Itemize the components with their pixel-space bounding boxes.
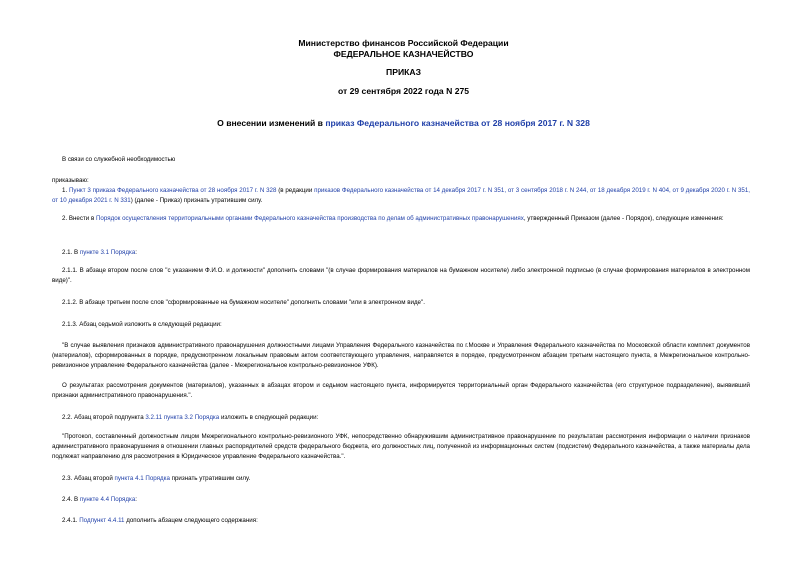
p24-link[interactable]: пункте 4.4 Порядка <box>79 496 136 503</box>
doc-type-heading: ПРИКАЗ <box>386 67 421 77</box>
p22-link[interactable]: 3.2.11 пункта 3.2 Порядка <box>145 414 220 421</box>
paragraph-2-1-3: 2.1.3. Абзац седьмой изложить в следующей редакции: <box>62 321 222 328</box>
p1-text1: (в редакции <box>276 187 315 194</box>
document-title <box>0 118 807 128</box>
order-paragraph: приказываю: <box>52 177 89 184</box>
paragraph-2-1 <box>52 248 750 258</box>
p2-text2: , утвержденный Приказом (далее - Порядок), следующие изменения: <box>523 215 724 222</box>
p22-text1: 2.2. Абзац второй подпункта <box>62 414 146 421</box>
paragraph-2-1-2: 2.1.2. В абзаце третьем после слов "сформированные на бумажном носителе" дополнить словами "или в электронном виде". <box>62 299 425 306</box>
intro-paragraph: В связи со служебной необходимостью <box>62 156 176 163</box>
p21-link[interactable]: пункте 3.1 Порядка <box>79 249 136 256</box>
title-link[interactable]: приказ Федерального казначейства от 28 ноября 2017 г. N 328 <box>325 118 590 128</box>
paragraph-2-1-1: 2.1.1. В абзаце втором после слов "с указанием Ф.И.О. и должности" дополнить словами "(в случае формирования материалов на бумажном носителе) либо электронной подписью (в случае формирования материалов в электронном виде)". <box>52 267 750 284</box>
paragraph-1 <box>52 186 750 206</box>
p21-text: 2.1. В <box>62 249 80 256</box>
quote-paragraph-3: "Протокол, составленный должностным лицом Межрегионального контрольно-ревизионного УФК, непосредственно обнаружившим административное правонарушение по результатам рассмотрения информации о наличии признаков административного правонарушения в отношении главных распорядителей средств федерального бюджета, его должностных лиц, полученной из информационных систем (подсистем) Федерального казначейства, а также материалы дела подлежат направлению для рассмотрения в Юридическое управление Федерального казначейства.". <box>52 433 750 460</box>
p22-text2: изложить в следующей редакции: <box>219 414 319 421</box>
p1-link-point3[interactable]: Пункт 3 приказа Федерального казначейства от 28 ноября 2017 г. N 328 <box>68 187 277 194</box>
p1-num: 1. <box>62 187 69 194</box>
p23-text2: признать утратившим силу. <box>169 475 251 482</box>
p21-end: : <box>135 249 138 256</box>
p23-link[interactable]: пункта 4.1 Порядка <box>114 475 170 482</box>
p2-text1: 2. Внести в <box>62 215 96 222</box>
p1-text2: ) (далее - Приказ) признать утратившим силу. <box>130 197 263 204</box>
ministry-heading: Министерство финансов Российской Федерации <box>298 38 509 48</box>
p241-text2: дополнить абзацем следующего содержания: <box>124 517 258 524</box>
p1-link-orders[interactable]: приказов Федерального казначейства от 14 декабря 2017 г. N 351, от 3 сентября 2018 г. N 244, от 18 декабря 2019 г. N 404, от 9 декабря 2020 г. N 351, от 10 декабря 2021 г. N 331 <box>52 187 750 204</box>
p23-text1: 2.3. Абзац второй <box>62 475 115 482</box>
quote-paragraph-1: "В случае выявления признаков административного правонарушения должностными лицами Управления Федерального казначейства по г.Москве и Управления Федерального казначейства по Московской области комплект документов (материалов), сформированных в порядке, предусмотренном локальным правовым актом соответствующего управления, направляется в порядке, предусмотренном абзацем третьим настоящего пункта, в Межрегиональное контрольно-ревизионное управление Федерального казначейства (далее - Межрегиональное контрольно-ревизионное УФК). <box>52 342 750 369</box>
p24-end: : <box>135 496 138 503</box>
paragraph-2 <box>52 214 750 224</box>
p2-link-poryadok[interactable]: Порядок осуществления территориальными органами Федерального казначейства производства по делам об административных правонарушениях <box>95 215 524 222</box>
paragraph-2-4-1 <box>52 516 750 526</box>
treasury-heading: ФЕДЕРАЛЬНОЕ КАЗНАЧЕЙСТВО <box>333 49 474 59</box>
p241-text1: 2.4.1. <box>62 517 80 524</box>
date-number-heading: от 29 сентября 2022 года N 275 <box>337 86 470 96</box>
paragraph-2-2 <box>52 413 750 423</box>
title-prefix: О внесении изменений в <box>217 118 326 128</box>
p24-text: 2.4. В <box>62 496 80 503</box>
paragraph-2-3 <box>52 474 750 484</box>
paragraph-2-4 <box>52 495 750 505</box>
quote-paragraph-2: О результатах рассмотрения документов (материалов), указанных в абзацах втором и седьмом настоящего пункта, информируется территориальный орган Федерального казначейства (его структурное подразделение), выявивший признаки административного правонарушения.". <box>52 382 750 399</box>
p241-link[interactable]: Подпункт 4.4.11 <box>79 517 125 524</box>
